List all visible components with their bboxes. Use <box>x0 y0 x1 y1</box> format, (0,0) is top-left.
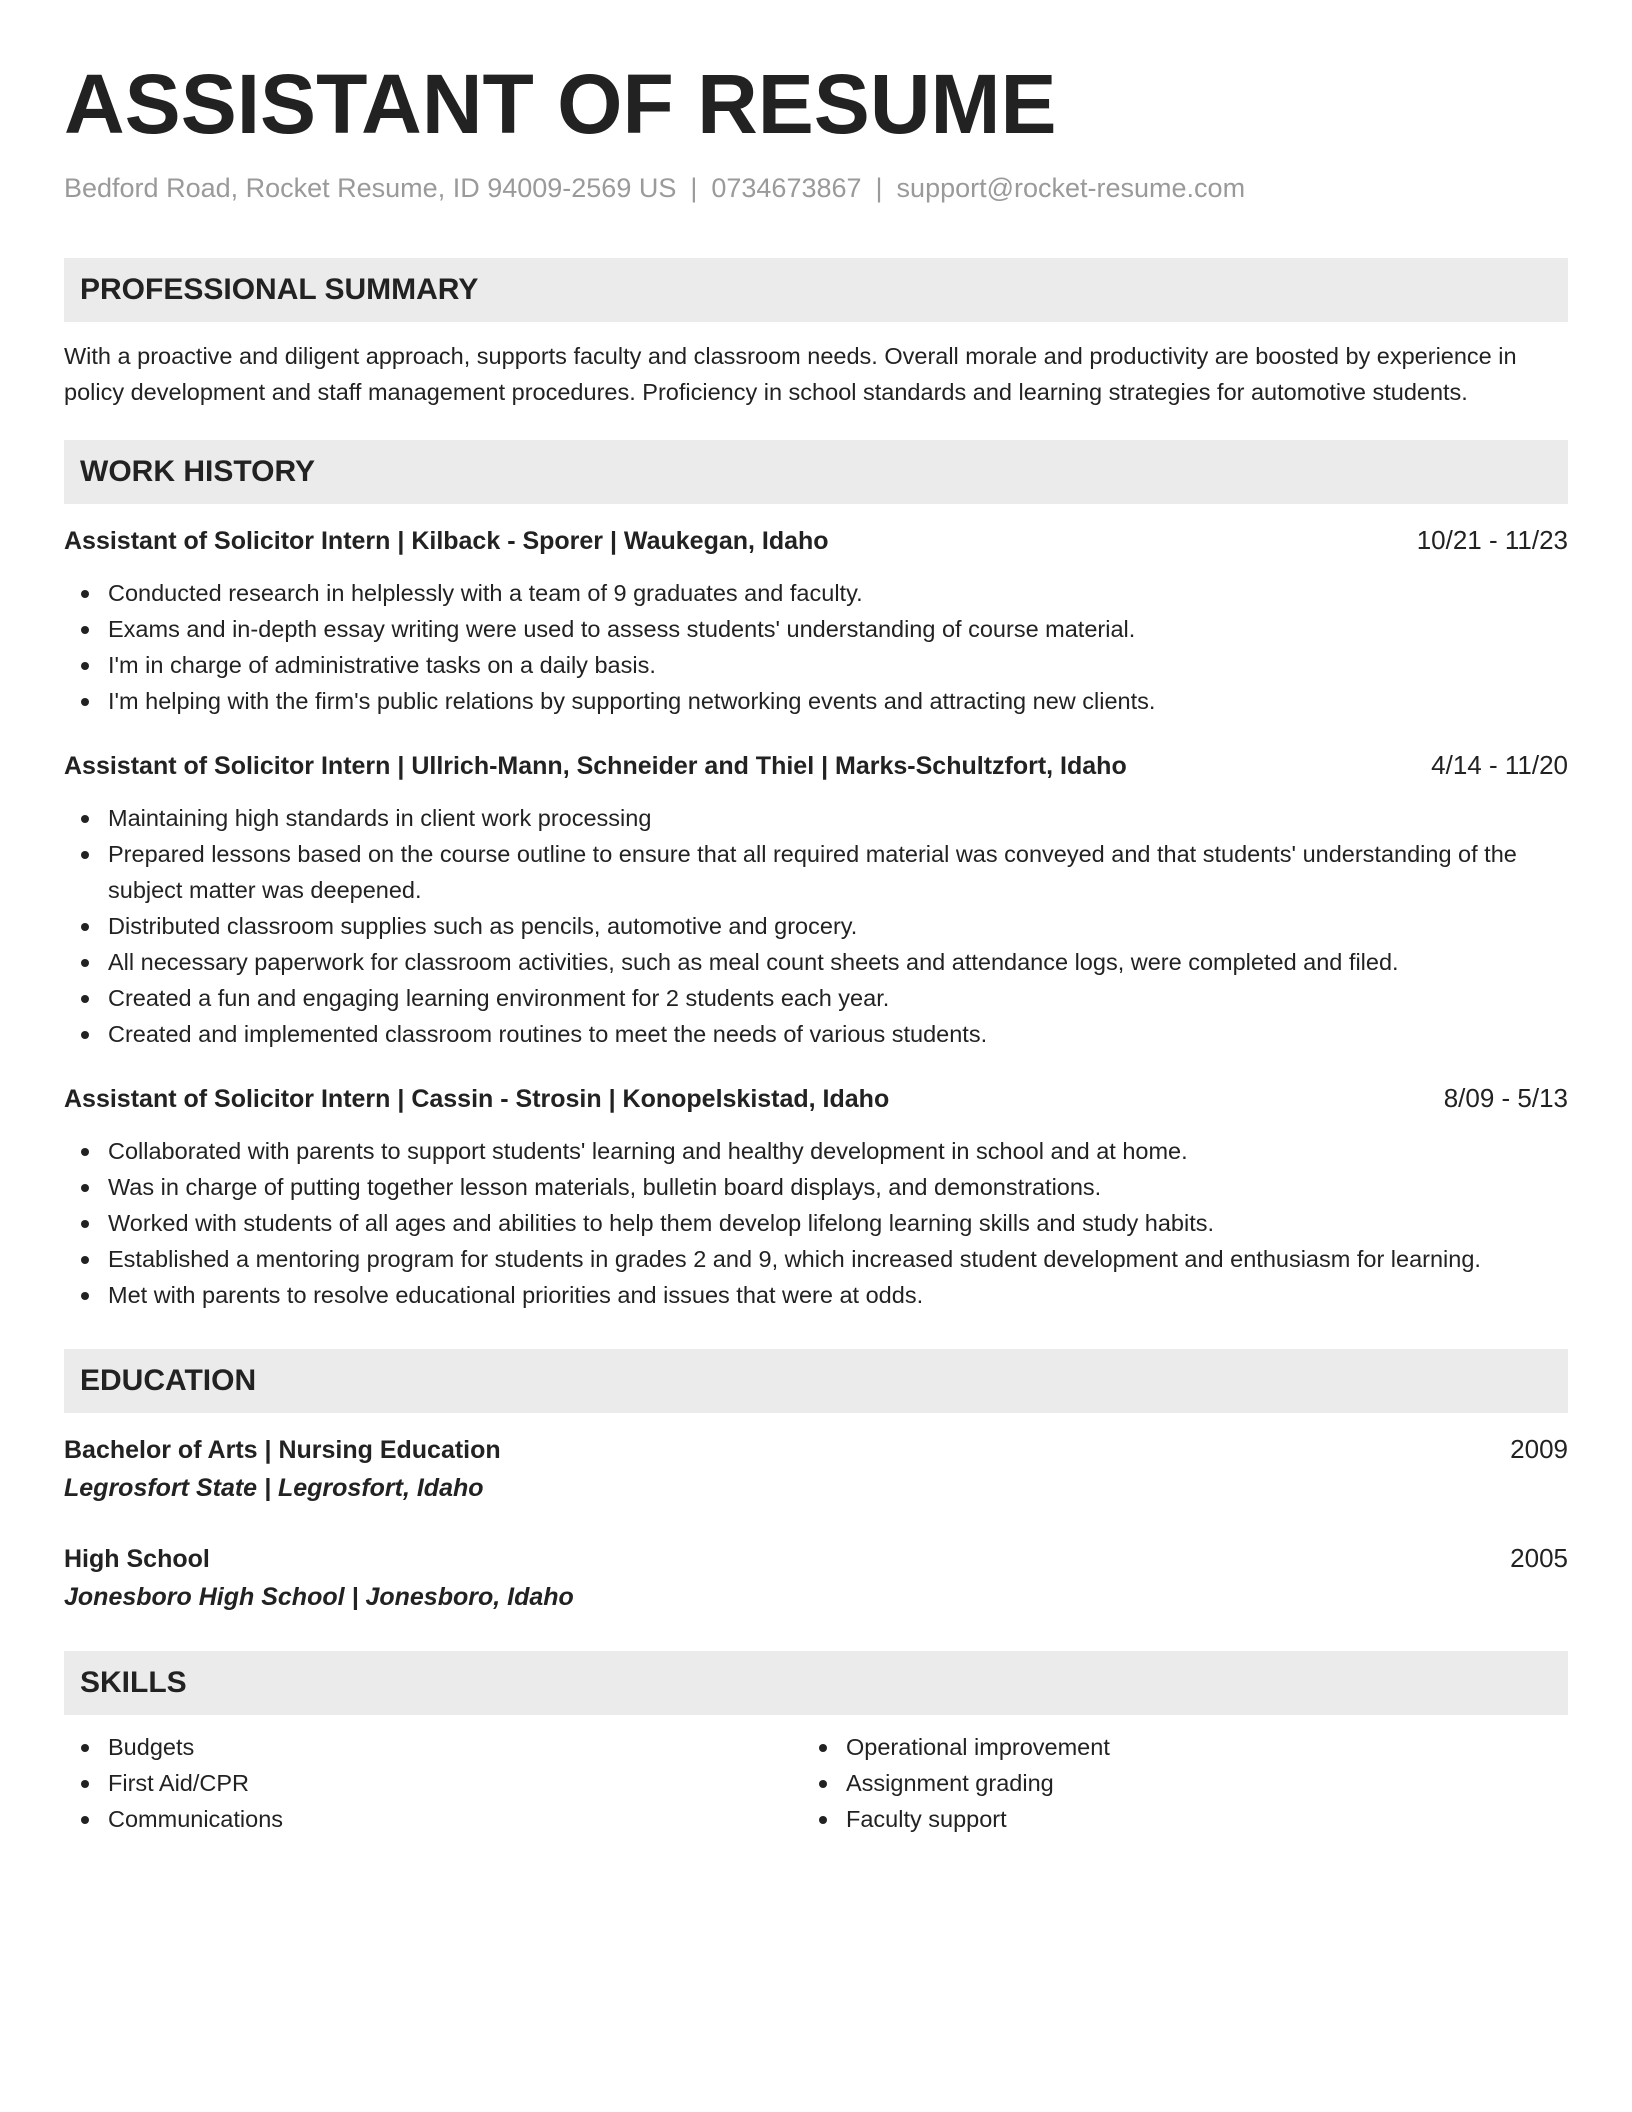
job-header <box>64 1080 1568 1117</box>
job-dates: 10/21 - 11/23 <box>1416 525 1568 555</box>
skill-item: Assignment grading <box>802 1765 1540 1801</box>
skill-item: Communications <box>64 1801 802 1837</box>
education-degree: Bachelor of Arts | Nursing Education <box>64 1436 501 1464</box>
contact-email: support@rocket-resume.com <box>896 173 1246 203</box>
contact-line <box>64 170 1568 206</box>
education-header <box>64 1431 1568 1468</box>
job-bullet: Created and implemented classroom routines to meet the needs of various students. <box>64 1016 1568 1052</box>
skill-item: Budgets <box>64 1729 802 1765</box>
job-bullet: Established a mentoring program for students in grades 2 and 9, which increased student development and enthusiasm for learning. <box>64 1241 1568 1277</box>
job-bullets <box>64 575 1568 719</box>
job-entry <box>64 522 1568 719</box>
job-bullet: Worked with students of all ages and abilities to help them develop lifelong learning skills and study habits. <box>64 1205 1568 1241</box>
section-header-work-history: WORK HISTORY <box>64 440 1568 504</box>
education-year: 2005 <box>1510 1543 1568 1573</box>
section-header-summary: PROFESSIONAL SUMMARY <box>64 258 1568 322</box>
skills-grid <box>64 1729 1568 1837</box>
job-title: Assistant of Solicitor Intern | Kilback - Sporer | Waukegan, Idaho <box>64 527 829 555</box>
education-header <box>64 1540 1568 1577</box>
job-title: Assistant of Solicitor Intern | Cassin - Strosin | Konopelskistad, Idaho <box>64 1085 890 1113</box>
job-bullet: Collaborated with parents to support students' learning and healthy development in school and at home. <box>64 1133 1568 1169</box>
job-bullet: Prepared lessons based on the course outline to ensure that all required material was conveyed and that students' understanding of the subject matter was deepened. <box>64 836 1568 908</box>
section-header-education: EDUCATION <box>64 1349 1568 1413</box>
job-bullet: Exams and in-depth essay writing were used to assess students' understanding of course material. <box>64 611 1568 647</box>
job-header <box>64 747 1568 784</box>
job-bullet: Distributed classroom supplies such as pencils, automotive and grocery. <box>64 908 1568 944</box>
job-bullet: Met with parents to resolve educational priorities and issues that were at odds. <box>64 1277 1568 1313</box>
job-bullet: Was in charge of putting together lesson materials, bulletin board displays, and demonstrations. <box>64 1169 1568 1205</box>
skills-column-left <box>64 1729 802 1837</box>
job-title: Assistant of Solicitor Intern | Ullrich-Mann, Schneider and Thiel | Marks-Schultzfort, Idaho <box>64 752 1127 780</box>
job-bullet: Conducted research in helplessly with a team of 9 graduates and faculty. <box>64 575 1568 611</box>
education-year: 2009 <box>1510 1434 1568 1464</box>
job-bullet: I'm in charge of administrative tasks on a daily basis. <box>64 647 1568 683</box>
skills-column-right <box>802 1729 1540 1837</box>
job-bullet: Created a fun and engaging learning environment for 2 students each year. <box>64 980 1568 1016</box>
contact-separator: | <box>875 173 883 203</box>
education-entry <box>64 1540 1568 1615</box>
skill-item: Faculty support <box>802 1801 1540 1837</box>
job-dates: 4/14 - 11/20 <box>1431 750 1568 780</box>
skill-item: Operational improvement <box>802 1729 1540 1765</box>
education-school: Legrosfort State | Legrosfort, Idaho <box>64 1474 484 1502</box>
job-dates: 8/09 - 5/13 <box>1443 1083 1568 1113</box>
job-bullet: I'm helping with the firm's public relations by supporting networking events and attracting new clients. <box>64 683 1568 719</box>
job-entry <box>64 1080 1568 1313</box>
contact-address: Bedford Road, Rocket Resume, ID 94009-2569 US <box>64 173 677 203</box>
job-bullet: All necessary paperwork for classroom activities, such as meal count sheets and attendance logs, were completed and filed. <box>64 944 1568 980</box>
job-entry <box>64 747 1568 1052</box>
summary-text: With a proactive and diligent approach, supports faculty and classroom needs. Overall morale and productivity are boosted by experience in policy development and staff management procedures. Proficiency in school standards and learning strategies for automotive students. <box>64 343 1517 405</box>
education-degree: High School <box>64 1545 210 1573</box>
candidate-name: ASSISTANT OF RESUME <box>64 57 1057 151</box>
job-bullets <box>64 800 1568 1052</box>
contact-separator: | <box>690 173 698 203</box>
section-header-skills: SKILLS <box>64 1651 1568 1715</box>
job-header <box>64 522 1568 559</box>
education-school: Jonesboro High School | Jonesboro, Idaho <box>64 1583 574 1611</box>
skill-item: First Aid/CPR <box>64 1765 802 1801</box>
job-bullets <box>64 1133 1568 1313</box>
contact-phone: 0734673867 <box>711 173 862 203</box>
job-bullet: Maintaining high standards in client work processing <box>64 800 1568 836</box>
education-entry <box>64 1431 1568 1506</box>
